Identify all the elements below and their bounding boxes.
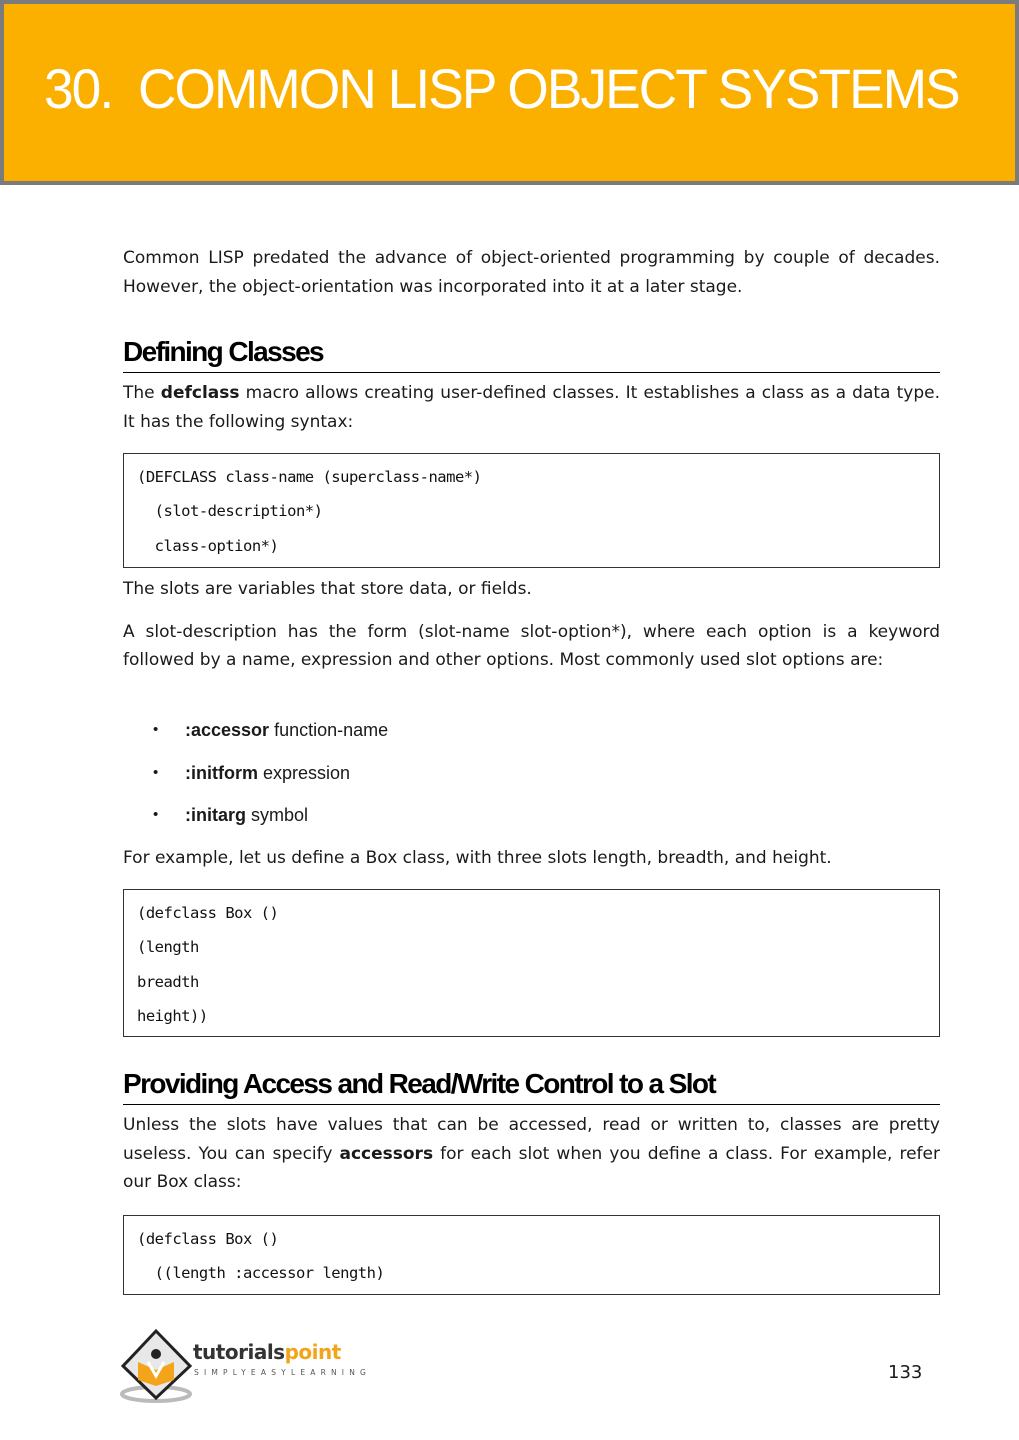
code-line: (defclass Box ()	[137, 1230, 279, 1248]
option-keyword: :accessor	[185, 720, 270, 740]
option-text: function-name	[269, 720, 389, 740]
bullet-icon: •	[153, 763, 159, 781]
text: for each slot when you define a class. For example, refer our Box class:	[123, 1143, 940, 1192]
tutorialspoint-logo	[120, 1328, 370, 1404]
slot-description-paragraph: A slot-description has the form (slot-name slot-option*), where each option is a keyword followed by a name, expression and other options. Most commonly used slot options are:	[123, 621, 940, 670]
text: The	[123, 383, 161, 403]
syntax-code-block	[123, 453, 940, 568]
intro-section	[123, 244, 940, 301]
text: macro allows creating user-defined classes. It establishes a class as a data type. It has the following syntax:	[123, 383, 940, 432]
code-line: (DEFCLASS class-name (superclass-name*)	[137, 468, 482, 486]
chapter-title: 30. COMMON LISP OBJECT SYSTEMS	[44, 57, 959, 120]
logo-diamond-icon	[120, 1328, 196, 1404]
list-item	[123, 759, 940, 802]
code-line: (length	[137, 938, 199, 957]
bold-term: defclass	[160, 383, 240, 403]
box-code-block	[123, 889, 940, 1037]
list-item	[123, 716, 940, 759]
option-keyword: :initform	[185, 762, 258, 783]
defclass-paragraph	[123, 379, 940, 436]
list-item	[123, 801, 940, 844]
option-entry	[185, 801, 308, 829]
slots-paragraph: The slots are variables that store data, or fields.	[123, 579, 532, 599]
code-line: height))	[137, 1006, 208, 1025]
option-entry	[185, 716, 388, 744]
intro-paragraph: Common LISP predated the advance of object-oriented programming by couple of decades. However, the object-orientation was incorporated into it at a later stage.	[123, 248, 940, 297]
text: Unless the slots have values that can be accessed, read or written to, classes are pretty useless. You can specify	[123, 1115, 940, 1164]
option-entry	[185, 759, 350, 787]
option-text: expression	[257, 762, 351, 783]
section-heading: Defining Classes	[123, 334, 940, 373]
logo-word-1: tutorials	[193, 1340, 285, 1364]
bullet-icon: •	[153, 806, 159, 823]
code-line: (defclass Box ()	[137, 904, 279, 922]
logo-word-2: point	[284, 1340, 341, 1364]
box-example-paragraph: For example, let us define a Box class, with three slots length, breadth, and height.	[123, 848, 832, 868]
logo-wordmark	[193, 1340, 341, 1364]
accessors-paragraph	[123, 1111, 940, 1197]
code-line: breadth	[137, 972, 199, 991]
option-keyword: :initarg	[185, 805, 246, 825]
section-heading: Providing Access and Read/Write Control to a Slot	[123, 1066, 940, 1105]
option-text: symbol	[246, 805, 309, 825]
code-line: (slot-description*)	[137, 502, 323, 521]
section-defining-classes	[123, 334, 940, 436]
box-example-intro	[123, 844, 940, 873]
logo-tagline: SIMPLYEASYLEARNING	[194, 1368, 372, 1377]
code-line: ((length :accessor length)	[137, 1264, 385, 1283]
page-number: 133	[888, 1362, 923, 1383]
bold-term: accessors	[339, 1143, 434, 1164]
slot-options-list	[123, 716, 940, 844]
slots-text	[123, 575, 940, 675]
bullet-icon: •	[153, 721, 159, 738]
chapter-banner	[0, 0, 1019, 185]
code-line: class-option*)	[137, 536, 279, 555]
accessor-code-block	[123, 1215, 940, 1295]
section-access-control	[123, 1066, 940, 1197]
